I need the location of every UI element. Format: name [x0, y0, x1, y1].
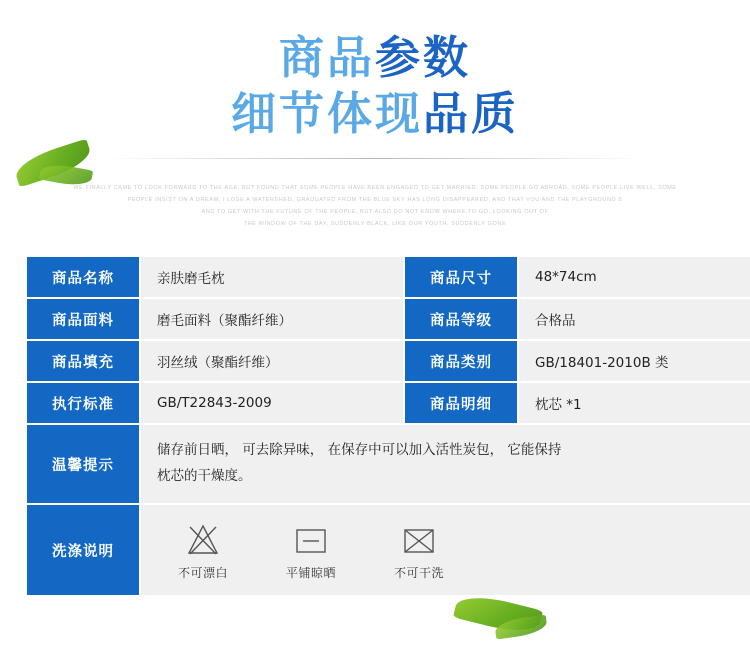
wash-value: [140, 504, 750, 596]
wash-item: [383, 521, 455, 581]
row-value: 羽丝绒（聚酯纤维）: [140, 340, 404, 382]
row-value: GB/T22843-2009: [140, 382, 404, 424]
table-row: [26, 256, 750, 298]
flat-dry-icon: [291, 521, 331, 561]
wash-caption: 平铺晾晒: [285, 566, 336, 580]
table-row-tip: [26, 424, 750, 504]
title-line-2: [0, 86, 750, 142]
title-line-2-light: 细节体现: [230, 87, 423, 141]
table-row: [26, 382, 750, 424]
wash-caption: 不可干洗: [393, 566, 444, 580]
row-value: 合格品: [518, 298, 750, 340]
row-label: 商品尺寸: [404, 256, 518, 298]
tip-line-1: 储存前日晒， 可去除异味， 在保存中可以加入活性炭包， 它能保持: [157, 442, 562, 459]
wash-item: [167, 521, 239, 581]
row-label: 商品名称: [26, 256, 140, 298]
subtext-line-1: WE FINALLY CAME TO LOOK FORWARD TO THE AGE, BUT FOUND THAT SOME PEOPLE HAVE BEEN ENGAGED TO GET MARRIED, SOME PEOPLE GO ABROAD, SOME PEOPLE LIVE WELL, SOME: [73, 185, 677, 191]
title-line-2-dark: 品质: [423, 87, 520, 141]
wash-icon-group: [157, 521, 750, 581]
title-line-1-dark: 参数: [375, 31, 472, 84]
tip-line-2: 枕芯的干燥度。: [157, 468, 252, 484]
spec-table: [25, 255, 750, 597]
wash-caption: 不可漂白: [177, 566, 228, 580]
wash-label: 洗涤说明: [26, 504, 140, 596]
row-label: 商品填充: [26, 340, 140, 382]
row-value: 磨毛面料（聚酯纤维）: [140, 298, 404, 340]
no-dry-clean-icon: [399, 521, 439, 561]
tip-label: 温馨提示: [26, 424, 140, 504]
header-divider: [105, 158, 645, 159]
row-value: GB/18401-2010B 类: [518, 340, 750, 382]
subtext-line-4: THE WINDOW OF THE DAY, SUDDENLY BLACK, LIKE OUR YOUTH, SUDDENLY GONE: [243, 221, 507, 228]
row-label: 商品明细: [404, 382, 518, 424]
title-line-1-light: 商品: [278, 31, 375, 84]
subtext-line-3: AND TO GET WITH THE FUTURE OF THE PEOPLE, BUT ALSO DO NOT KNOW WHERE TO GO, LOOKING OUT OF: [201, 209, 549, 216]
tip-value: [140, 424, 750, 504]
row-value: 48*74cm: [518, 256, 750, 298]
header-subtext: [0, 182, 750, 230]
row-label: 商品等级: [404, 298, 518, 340]
table-row: [26, 298, 750, 340]
row-label: 商品类别: [404, 340, 518, 382]
page-title: [0, 30, 750, 143]
table-row-wash: [26, 504, 750, 596]
no-bleach-icon: [183, 521, 223, 561]
title-line-1: [0, 30, 750, 86]
subtext-line-2: PEOPLE INSIST ON A DREAM, I LOSE A WATERSHED, GRADUATED FROM THE BLUE SKY HAS LONG DISAPPEARED, AND THAT YOU AND THE PLAYGROUND S: [127, 197, 623, 204]
row-value: 枕芯 *1: [518, 382, 750, 424]
table-row: [26, 340, 750, 382]
row-label: 商品面料: [26, 298, 140, 340]
row-label: 执行标准: [26, 382, 140, 424]
row-value: 亲肤磨毛枕: [140, 256, 404, 298]
page-header: [0, 0, 750, 240]
wash-item: [275, 521, 347, 581]
